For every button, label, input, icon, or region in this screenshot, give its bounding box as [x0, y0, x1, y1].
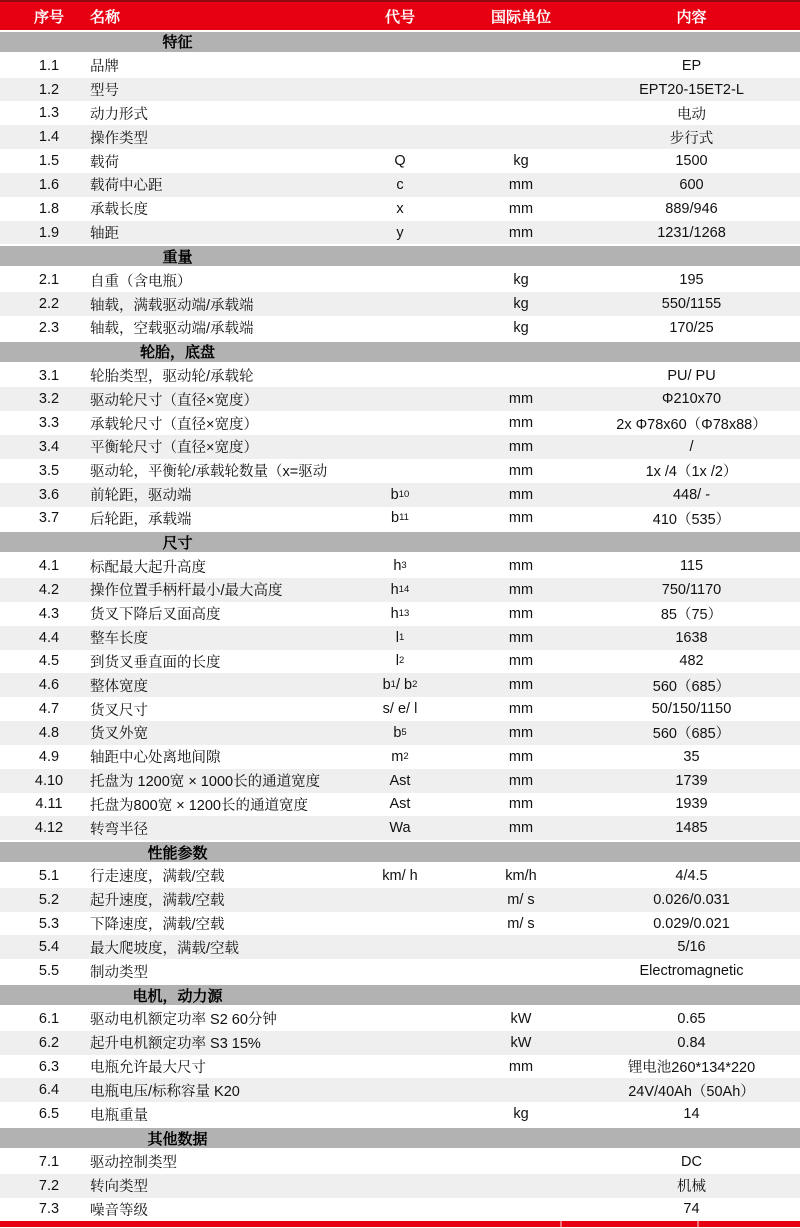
- cell-sym: km/ h: [382, 867, 418, 884]
- table-row: [0, 745, 800, 769]
- cell-sym: [355, 316, 445, 340]
- table-row: [0, 650, 800, 674]
- cell-unit: mm: [508, 462, 534, 479]
- section-row: [0, 983, 800, 1007]
- cell-name: 噪音等级: [90, 1202, 148, 1219]
- cell-name: 托盘为 1200宽 × 1000长的通道宽度: [90, 774, 321, 791]
- cell-unit: [445, 1198, 597, 1222]
- cell-val: /: [689, 438, 694, 455]
- cell-unit: mm: [508, 653, 534, 670]
- cell-name: 驱动轮尺寸（直径×宽度）: [90, 392, 258, 409]
- table-row: [0, 483, 800, 507]
- col-header-name: 名称: [90, 8, 121, 26]
- cell-name: 电瓶重量: [90, 1107, 148, 1124]
- cell-name: 轮胎类型，驱动轮/承载轮: [90, 369, 254, 385]
- table-row: [0, 554, 800, 578]
- cell-unit: mm: [508, 724, 534, 741]
- section-row: [0, 244, 800, 268]
- cell-unit: mm: [508, 772, 534, 789]
- cell-unit: m/ s: [507, 915, 535, 932]
- cell-no: 7.1: [38, 1153, 60, 1170]
- cell-no: 6.1: [38, 1010, 60, 1027]
- cell-sym: l 1: [395, 629, 405, 646]
- cell-name: 制动类型: [90, 964, 148, 981]
- spec-table-body: [0, 30, 800, 1221]
- cell-unit: mm: [508, 605, 534, 622]
- section-title: 重量: [162, 248, 193, 266]
- cell-name: 行走速度，满载/空载: [90, 869, 225, 886]
- cell-name: 货叉外宽: [90, 726, 148, 743]
- cell-sym: [355, 1055, 445, 1079]
- cell-name: 轴载，空载驱动端/承载端: [90, 321, 254, 338]
- cell-unit: mm: [508, 391, 534, 408]
- cell-no: 3.2: [38, 391, 60, 408]
- cell-name: 载荷中心距: [90, 178, 163, 195]
- cell-no: 5.4: [38, 939, 60, 956]
- cell-val: 14: [683, 1106, 700, 1123]
- cell-sym: [355, 1150, 445, 1174]
- table-row: [0, 1150, 800, 1174]
- cell-name: 电瓶电压/标称容量 K20: [90, 1083, 240, 1100]
- section-title: 特征: [162, 34, 193, 52]
- cell-no: 4.10: [34, 772, 64, 789]
- cell-no: 1.4: [38, 129, 60, 146]
- cell-unit: kg: [513, 319, 529, 336]
- cell-name: 托盘为800宽 × 1200长的通道宽度: [90, 797, 308, 814]
- cell-unit: mm: [508, 677, 534, 694]
- col-header-value: 内容: [676, 8, 707, 26]
- cell-sym: h 14: [390, 581, 410, 598]
- section-row: [0, 530, 800, 554]
- cell-val: EPT20-15ET2-L: [639, 81, 744, 98]
- cell-sym: b 5: [393, 724, 407, 741]
- cell-sym: [355, 78, 445, 102]
- table-row: [0, 888, 800, 912]
- cell-name: 操作位置手柄杆最小/最大高度: [90, 583, 283, 600]
- section-title: 尺寸: [162, 534, 193, 552]
- col-header-no: 序号: [33, 8, 64, 26]
- table-row: [0, 1055, 800, 1079]
- cell-unit: mm: [508, 176, 534, 193]
- cell-unit: [445, 1174, 597, 1198]
- cell-sym: h 13: [390, 605, 410, 622]
- cell-no: 4.7: [38, 701, 60, 718]
- cell-sym: b 11: [391, 510, 409, 527]
- cell-val: 170/25: [669, 319, 714, 336]
- cell-sym: [355, 888, 445, 912]
- cell-name: 标配最大起升高度: [90, 559, 206, 576]
- cell-no: 3.4: [38, 438, 60, 455]
- table-row: [0, 54, 800, 78]
- cell-name: 整体宽度: [90, 678, 148, 695]
- cell-name: 前轮距，驱动端: [90, 488, 192, 505]
- cell-unit: [445, 1150, 597, 1174]
- cell-no: 3.6: [38, 486, 60, 503]
- table-row: [0, 1078, 800, 1102]
- cell-no: 7.2: [38, 1177, 60, 1194]
- cell-no: 3.3: [38, 415, 60, 432]
- cell-val: 448/ -: [672, 486, 711, 503]
- cell-val: 电动: [677, 106, 706, 123]
- cell-sym: [355, 101, 445, 125]
- cell-no: 2.1: [38, 272, 60, 289]
- table-row: [0, 864, 800, 888]
- cell-val: 5/16: [677, 939, 706, 956]
- cell-val: 600: [679, 176, 704, 193]
- cell-sym: [355, 54, 445, 78]
- col-header-symbol: 代号: [384, 8, 415, 26]
- cell-unit: mm: [508, 510, 534, 527]
- table-row: [0, 221, 800, 245]
- section-title: 电机，动力源: [132, 987, 223, 1005]
- cell-unit: [445, 1078, 597, 1102]
- table-row: [0, 435, 800, 459]
- cell-sym: l 2: [395, 653, 405, 670]
- table-row: [0, 673, 800, 697]
- cell-no: 4.9: [38, 748, 60, 765]
- table-row: [0, 602, 800, 626]
- cell-no: 5.2: [38, 891, 60, 908]
- cell-unit: kg: [513, 296, 529, 313]
- cell-name: 承载长度: [90, 202, 148, 219]
- cell-val: 560（685）: [652, 726, 731, 743]
- cell-name: 起升速度，满载/空载: [90, 893, 225, 910]
- cell-name: 驱动轮，平衡轮/承载轮数量（x=驱动: [90, 464, 328, 481]
- table-row: [0, 125, 800, 149]
- cell-sym: s/ e/ l: [382, 701, 418, 718]
- cell-sym: Ast: [389, 796, 411, 813]
- section-row: [0, 840, 800, 864]
- cell-no: 4.4: [38, 629, 60, 646]
- section-title: 其他数据: [147, 1130, 208, 1148]
- bottom-bar-divider: [697, 1221, 699, 1227]
- cell-unit: [445, 935, 597, 959]
- cell-sym: [355, 1007, 445, 1031]
- cell-val: 115: [679, 558, 704, 575]
- cell-name: 轴距中心处离地间隙: [90, 750, 221, 767]
- cell-name: 货叉尺寸: [90, 702, 148, 719]
- cell-unit: mm: [508, 438, 534, 455]
- col-header-unit: 国际单位: [490, 8, 551, 26]
- cell-no: 1.1: [38, 57, 60, 74]
- cell-sym: c: [396, 176, 404, 193]
- cell-val: 4/4.5: [675, 867, 708, 884]
- table-row: [0, 459, 800, 483]
- cell-val: 482: [679, 653, 704, 670]
- cell-no: 5.3: [38, 915, 60, 932]
- section-title: 轮胎，底盘: [139, 344, 215, 362]
- cell-name: 货叉下降后叉面高度: [90, 607, 221, 624]
- cell-unit: [445, 364, 597, 388]
- cell-sym: y: [396, 224, 404, 241]
- cell-no: 4.5: [38, 653, 60, 670]
- section-row: [0, 30, 800, 54]
- cell-no: 1.8: [38, 200, 60, 217]
- cell-val: 560（685）: [652, 678, 731, 695]
- cell-no: 4.11: [35, 796, 63, 813]
- cell-no: 6.3: [38, 1058, 60, 1075]
- cell-unit: mm: [508, 1058, 534, 1075]
- cell-name: 操作类型: [90, 130, 148, 147]
- cell-sym: [355, 1031, 445, 1055]
- table-row: [0, 1174, 800, 1198]
- cell-no: 3.7: [38, 510, 60, 527]
- cell-sym: x: [396, 200, 404, 217]
- cell-name: 轴距: [90, 226, 119, 243]
- cell-name: 型号: [90, 83, 119, 100]
- cell-val: 1739: [675, 772, 708, 789]
- cell-unit: mm: [508, 581, 534, 598]
- cell-val: 步行式: [669, 130, 714, 147]
- cell-sym: Wa: [389, 820, 411, 837]
- section-row: [0, 1126, 800, 1150]
- cell-unit: mm: [508, 486, 534, 503]
- cell-no: 1.9: [38, 224, 60, 241]
- cell-val: 1939: [675, 796, 708, 813]
- cell-no: 4.8: [38, 724, 60, 741]
- cell-unit: m/ s: [507, 891, 535, 908]
- table-row: [0, 149, 800, 173]
- cell-name: 承载轮尺寸（直径×宽度）: [90, 416, 258, 433]
- cell-unit: [445, 125, 597, 149]
- cell-sym: [355, 935, 445, 959]
- cell-val: 50/150/1150: [651, 701, 732, 718]
- table-row: [0, 1031, 800, 1055]
- cell-name: 下降速度，满载/空载: [90, 917, 225, 934]
- cell-unit: kg: [513, 153, 529, 170]
- table-row: [0, 1102, 800, 1126]
- cell-val: 74: [683, 1201, 700, 1218]
- cell-val: 24V/40Ah（50Ah）: [628, 1083, 755, 1100]
- table-row: [0, 721, 800, 745]
- cell-name: 整车长度: [90, 631, 148, 648]
- cell-unit: [445, 78, 597, 102]
- table-row: [0, 101, 800, 125]
- cell-unit: mm: [508, 415, 534, 432]
- cell-val: 550/1155: [661, 296, 722, 313]
- cell-val: 0.026/0.031: [653, 891, 730, 908]
- cell-val: 750/1170: [661, 581, 722, 598]
- table-row: [0, 268, 800, 292]
- cell-unit: mm: [508, 820, 534, 837]
- cell-sym: [355, 459, 445, 483]
- table-row: [0, 697, 800, 721]
- cell-val: PU/ PU: [667, 367, 716, 384]
- cell-sym: [355, 1198, 445, 1222]
- cell-sym: m 2: [391, 748, 409, 765]
- cell-unit: mm: [508, 629, 534, 646]
- table-row: [0, 197, 800, 221]
- cell-sym: [355, 1102, 445, 1126]
- table-row: [0, 507, 800, 531]
- section-row: [0, 340, 800, 364]
- cell-no: 4.3: [38, 605, 60, 622]
- cell-name: 驱动控制类型: [90, 1155, 177, 1172]
- cell-no: 6.4: [38, 1082, 60, 1099]
- cell-name: 转向类型: [90, 1179, 148, 1196]
- cell-no: 2.3: [38, 319, 60, 336]
- cell-name: 转弯半径: [90, 821, 148, 838]
- cell-val: 1638: [675, 629, 708, 646]
- cell-val: EP: [681, 57, 702, 74]
- cell-no: 4.12: [34, 820, 64, 837]
- table-row: [0, 1007, 800, 1031]
- table-row: [0, 316, 800, 340]
- cell-val: 195: [679, 272, 704, 289]
- cell-val: 1231/1268: [657, 224, 726, 241]
- cell-val: Electromagnetic: [639, 963, 744, 980]
- section-title: 性能参数: [147, 844, 208, 862]
- table-row: [0, 364, 800, 388]
- cell-sym: [355, 387, 445, 411]
- cell-unit: km/h: [505, 867, 537, 884]
- cell-unit: mm: [508, 200, 534, 217]
- cell-sym: [355, 959, 445, 983]
- cell-sym: Ast: [389, 772, 411, 789]
- cell-sym: [355, 1174, 445, 1198]
- cell-name: 最大爬坡度，满载/空载: [90, 940, 240, 957]
- cell-no: 1.6: [38, 176, 60, 193]
- table-row: [0, 292, 800, 316]
- cell-unit: mm: [508, 224, 534, 241]
- cell-unit: mm: [508, 558, 534, 575]
- table-row: [0, 78, 800, 102]
- cell-sym: b 10: [390, 486, 410, 503]
- cell-no: 7.3: [38, 1201, 60, 1218]
- cell-no: 2.2: [38, 296, 60, 313]
- cell-val: 0.029/0.021: [653, 915, 730, 932]
- cell-sym: [355, 912, 445, 936]
- cell-name: 载荷: [90, 154, 119, 171]
- cell-unit: mm: [508, 701, 534, 718]
- cell-no: 3.1: [38, 367, 60, 384]
- cell-name: 轴载，满载驱动端/承载端: [90, 297, 254, 314]
- cell-name: 驱动电机额定功率 S2 60分钟: [90, 1012, 277, 1029]
- cell-unit: mm: [508, 748, 534, 765]
- table-row: [0, 959, 800, 983]
- cell-val: 1x /4（1x /2）: [645, 464, 738, 481]
- cell-sym: [355, 435, 445, 459]
- cell-val: 2x Φ78x60（Φ78x88）: [616, 416, 767, 433]
- cell-name: 到货叉垂直面的长度: [90, 654, 221, 671]
- cell-no: 5.5: [38, 963, 60, 980]
- cell-val: 0.65: [677, 1010, 706, 1027]
- bottom-bar-divider: [560, 1221, 562, 1227]
- cell-sym: [355, 411, 445, 435]
- table-row: [0, 578, 800, 602]
- cell-unit: kW: [510, 1010, 532, 1027]
- cell-sym: [355, 268, 445, 292]
- table-row: [0, 387, 800, 411]
- cell-sym: b 1 / b 2: [382, 677, 418, 694]
- table-header-row: [0, 2, 800, 30]
- cell-unit: kg: [513, 1106, 529, 1123]
- cell-sym: h 3: [393, 558, 407, 575]
- cell-no: 4.1: [38, 558, 60, 575]
- cell-val: 889/946: [665, 200, 718, 217]
- table-row: [0, 173, 800, 197]
- cell-val: 0.84: [677, 1034, 706, 1051]
- cell-no: 4.2: [38, 581, 60, 598]
- cell-sym: [355, 364, 445, 388]
- cell-unit: mm: [508, 796, 534, 813]
- cell-unit: kg: [513, 272, 529, 289]
- cell-val: 1485: [675, 820, 708, 837]
- cell-val: 机械: [677, 1179, 706, 1196]
- cell-no: 6.2: [38, 1034, 60, 1051]
- cell-sym: [355, 292, 445, 316]
- cell-val: DC: [681, 1153, 702, 1170]
- cell-no: 3.5: [38, 462, 60, 479]
- cell-sym: [355, 125, 445, 149]
- cell-name: 后轮距，承载端: [90, 511, 192, 528]
- cell-name: 平衡轮尺寸（直径×宽度）: [90, 440, 258, 457]
- cell-no: 4.6: [38, 677, 60, 694]
- cell-unit: kW: [510, 1034, 532, 1051]
- table-row: [0, 793, 800, 817]
- cell-no: 1.3: [38, 105, 60, 122]
- cell-name: 电瓶允许最大尺寸: [90, 1060, 206, 1077]
- cell-name: 起升电机额定功率 S3 15%: [90, 1036, 261, 1053]
- cell-name: 品牌: [90, 59, 119, 76]
- cell-no: 1.5: [38, 153, 60, 170]
- cell-name: 自重（含电瓶）: [90, 273, 192, 290]
- cell-no: 1.2: [38, 81, 60, 98]
- bottom-bar: [0, 1221, 800, 1227]
- cell-name: 动力形式: [90, 106, 148, 123]
- table-row: [0, 626, 800, 650]
- table-row: [0, 1198, 800, 1222]
- cell-no: 6.5: [38, 1106, 60, 1123]
- table-row: [0, 816, 800, 840]
- cell-val: 1500: [675, 153, 708, 170]
- cell-unit: [445, 101, 597, 125]
- cell-sym: [355, 1078, 445, 1102]
- cell-val: 410（535）: [652, 511, 731, 528]
- cell-no: 5.1: [38, 867, 60, 884]
- cell-sym: Q: [394, 153, 406, 170]
- table-row: [0, 935, 800, 959]
- cell-unit: [445, 54, 597, 78]
- cell-val: 85（75）: [660, 607, 723, 624]
- cell-val: Φ210x70: [661, 391, 722, 408]
- cell-val: 锂电池260*134*220: [627, 1060, 756, 1077]
- cell-val: 35: [683, 748, 700, 765]
- table-row: [0, 769, 800, 793]
- cell-unit: [445, 959, 597, 983]
- table-row: [0, 411, 800, 435]
- table-row: [0, 912, 800, 936]
